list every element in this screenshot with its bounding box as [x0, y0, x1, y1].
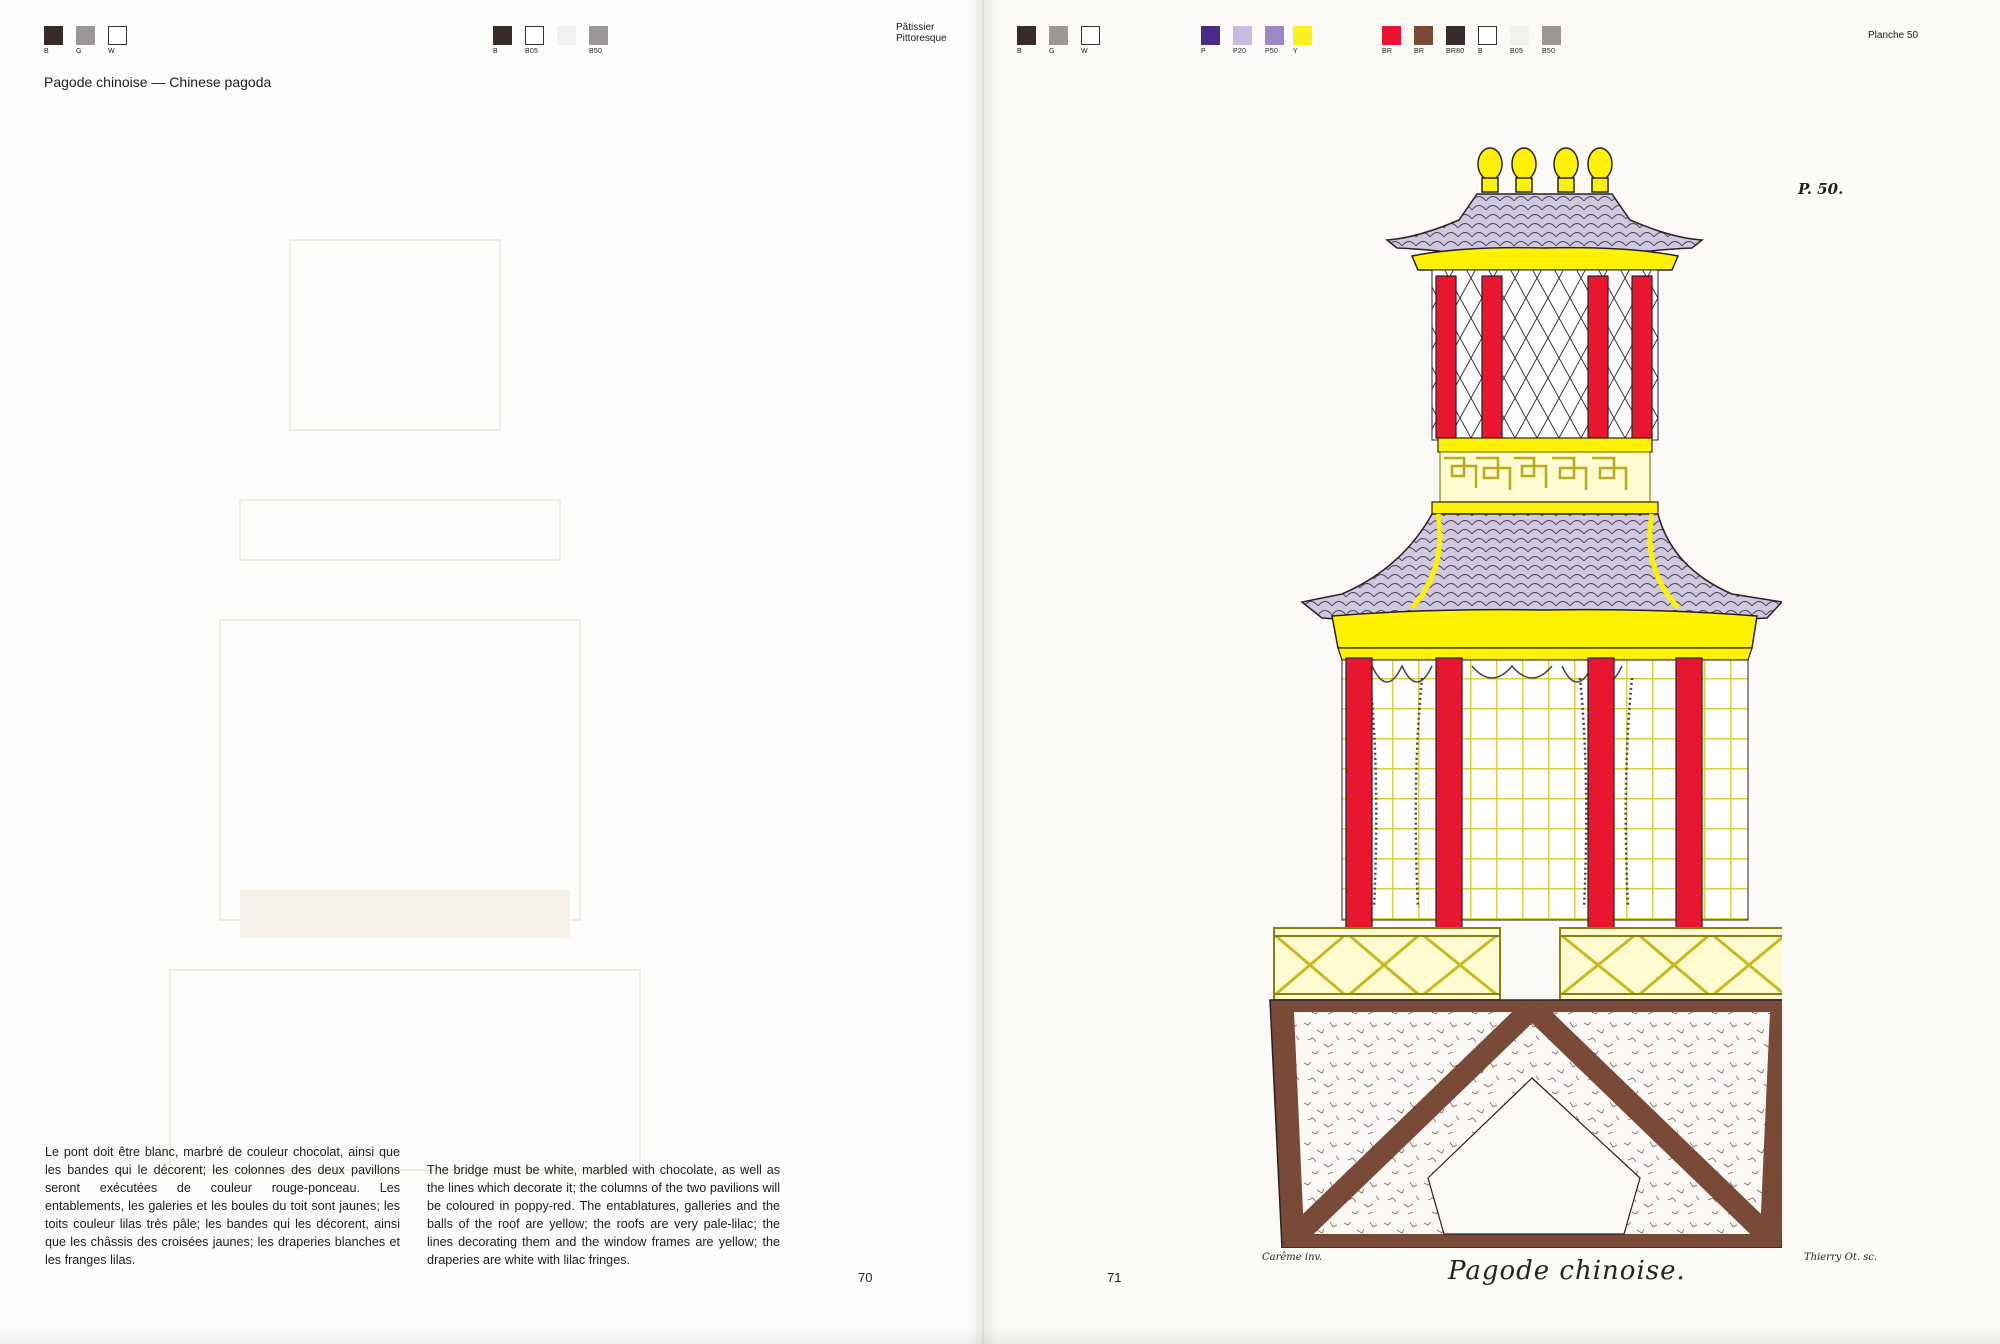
- color-swatch-chip: [493, 26, 512, 45]
- lower-column: [1436, 658, 1462, 930]
- color-swatch: [108, 26, 127, 55]
- color-swatch-chip: [557, 26, 576, 45]
- color-swatch: [1293, 26, 1312, 55]
- color-swatch-chip: [1017, 26, 1036, 45]
- lower-roof: [1302, 514, 1782, 660]
- color-swatch: [1265, 26, 1284, 55]
- color-swatch-code: B: [1478, 48, 1483, 55]
- book-title: [896, 22, 956, 44]
- engraver-credit: Thierry Ot. sc.: [1804, 1252, 1878, 1263]
- color-swatch-code: BR: [1414, 48, 1425, 55]
- color-swatch: [1478, 26, 1497, 55]
- lower-column: [1588, 658, 1614, 930]
- lower-column: [1676, 658, 1702, 930]
- text-french: Le pont doit être blanc, marbré de couleur chocolat, ainsi que les bandes qui le décorent; les colonnes des deux pavillons seront exécutées de couleur rouge-ponceau. Les entablements, les galeries et les boules du toit sont jaunes; les toits couleur lilas très pâle; les bandes qui les décorent, ainsi que les châssis des croisées jaunes; les draperies blanches et les franges lilas.: [45, 1145, 400, 1267]
- color-swatch-code: B50: [589, 48, 603, 55]
- color-swatch: [1446, 26, 1465, 55]
- lower-pavilion: [1342, 658, 1748, 930]
- upper-roof: [1387, 194, 1702, 270]
- bridge-base: [1270, 1000, 1782, 1248]
- plate-title: Pagode chinoise.: [1448, 1256, 1686, 1286]
- upper-column: [1588, 276, 1608, 438]
- upper-pavilion: [1432, 270, 1658, 440]
- color-swatch-code: G: [76, 48, 82, 55]
- color-swatch-chip: [1293, 26, 1312, 45]
- color-swatch-code: W: [108, 48, 115, 55]
- roof-finials: [1478, 148, 1612, 192]
- lower-column: [1346, 658, 1372, 930]
- page-shadow: [0, 1326, 2000, 1344]
- page-number-left: 70: [858, 1270, 873, 1285]
- color-swatch-chip: [525, 26, 544, 45]
- upper-column: [1482, 276, 1502, 438]
- color-swatch-chip: [1382, 26, 1401, 45]
- color-swatch-code: G: [1049, 48, 1055, 55]
- color-swatch: [1382, 26, 1401, 55]
- color-swatch-code: P: [1201, 48, 1206, 55]
- swatch-group-right-4: [1382, 26, 1574, 55]
- page-heading: Pagode chinoise — Chinese pagoda: [44, 74, 272, 90]
- upper-gallery: [1432, 438, 1658, 514]
- color-swatch-chip: [589, 26, 608, 45]
- color-swatch-code: B05: [525, 48, 539, 55]
- upper-column: [1436, 276, 1456, 438]
- color-swatch: [76, 26, 95, 55]
- color-swatch-chip: [1446, 26, 1465, 45]
- upper-column: [1632, 276, 1652, 438]
- color-swatch: [1201, 26, 1220, 55]
- color-swatch: [1049, 26, 1068, 55]
- ghost-upper-pavilion: [290, 240, 500, 430]
- swatch-group-left-1: [44, 26, 140, 55]
- color-swatch-chip: [1542, 26, 1561, 45]
- color-swatch-chip: [76, 26, 95, 45]
- color-swatch-code: B: [44, 48, 49, 55]
- color-swatch: [589, 26, 608, 55]
- book-title-line-2: Pittoresque: [896, 33, 947, 44]
- book-title-line-1: Pâtissier: [896, 22, 935, 33]
- color-swatch-chip: [1049, 26, 1068, 45]
- balustrade: [1274, 928, 1782, 1000]
- color-swatch: [1414, 26, 1433, 55]
- color-swatch-code: P20: [1233, 48, 1247, 55]
- page-number-right: 71: [1107, 1270, 1122, 1285]
- color-swatch-code: B05: [1510, 48, 1524, 55]
- color-swatch: [1510, 26, 1529, 55]
- color-swatch-chip: [108, 26, 127, 45]
- color-swatch-code: BR: [1382, 48, 1393, 55]
- color-swatch-code: W: [1081, 48, 1088, 55]
- color-swatch-chip: [1233, 26, 1252, 45]
- ghost-lower-pavilion: [220, 620, 580, 920]
- swatch-group-left-2: [493, 26, 621, 55]
- ghost-balustrade: [240, 890, 570, 938]
- swatch-group-right-3: [1293, 26, 1325, 55]
- color-swatch: [557, 26, 576, 55]
- color-swatch: [1081, 26, 1100, 55]
- color-swatch: [493, 26, 512, 55]
- color-swatch-chip: [1265, 26, 1284, 45]
- color-swatch: [1542, 26, 1561, 55]
- text-english: The bridge must be white, marbled with chocolate, as well as the lines which decorate it; the columns of the two pavilions will be coloured in poppy-red. The entablatures, galleries and the balls of the roof are yellow; the roofs are very pale-lilac; the lines decorating them and the window frames are yellow; the draperies are white with lilac fringes.: [427, 1163, 780, 1267]
- color-swatch-chip: [1478, 26, 1497, 45]
- pagoda-illustration: [1262, 138, 1782, 1248]
- color-swatch-code: Y: [1293, 48, 1298, 55]
- plate-number: P. 50.: [1798, 180, 1844, 198]
- color-swatch-chip: [44, 26, 63, 45]
- ghost-gallery: [240, 500, 560, 560]
- plate-label: Planche 50: [1868, 30, 1919, 41]
- book-gutter: [968, 0, 998, 1344]
- color-swatch-code: B50: [1542, 48, 1556, 55]
- color-swatch: [1017, 26, 1036, 55]
- color-swatch-code: B: [1017, 48, 1022, 55]
- color-swatch: [1233, 26, 1252, 55]
- swatch-group-right-2: [1201, 26, 1297, 55]
- color-swatch: [44, 26, 63, 55]
- color-swatch-code: BR80: [1446, 48, 1465, 55]
- color-swatch-chip: [1081, 26, 1100, 45]
- ghost-bridge: [170, 970, 640, 1170]
- color-swatch-chip: [1201, 26, 1220, 45]
- color-swatch-chip: [1414, 26, 1433, 45]
- color-swatch: [525, 26, 544, 55]
- designer-credit: Carême inv.: [1262, 1252, 1323, 1263]
- swatch-group-right-1: [1017, 26, 1113, 55]
- color-swatch-code: B: [493, 48, 498, 55]
- color-swatch-code: P50: [1265, 48, 1279, 55]
- show-through-ghost-image: [150, 200, 710, 1180]
- color-swatch-chip: [1510, 26, 1529, 45]
